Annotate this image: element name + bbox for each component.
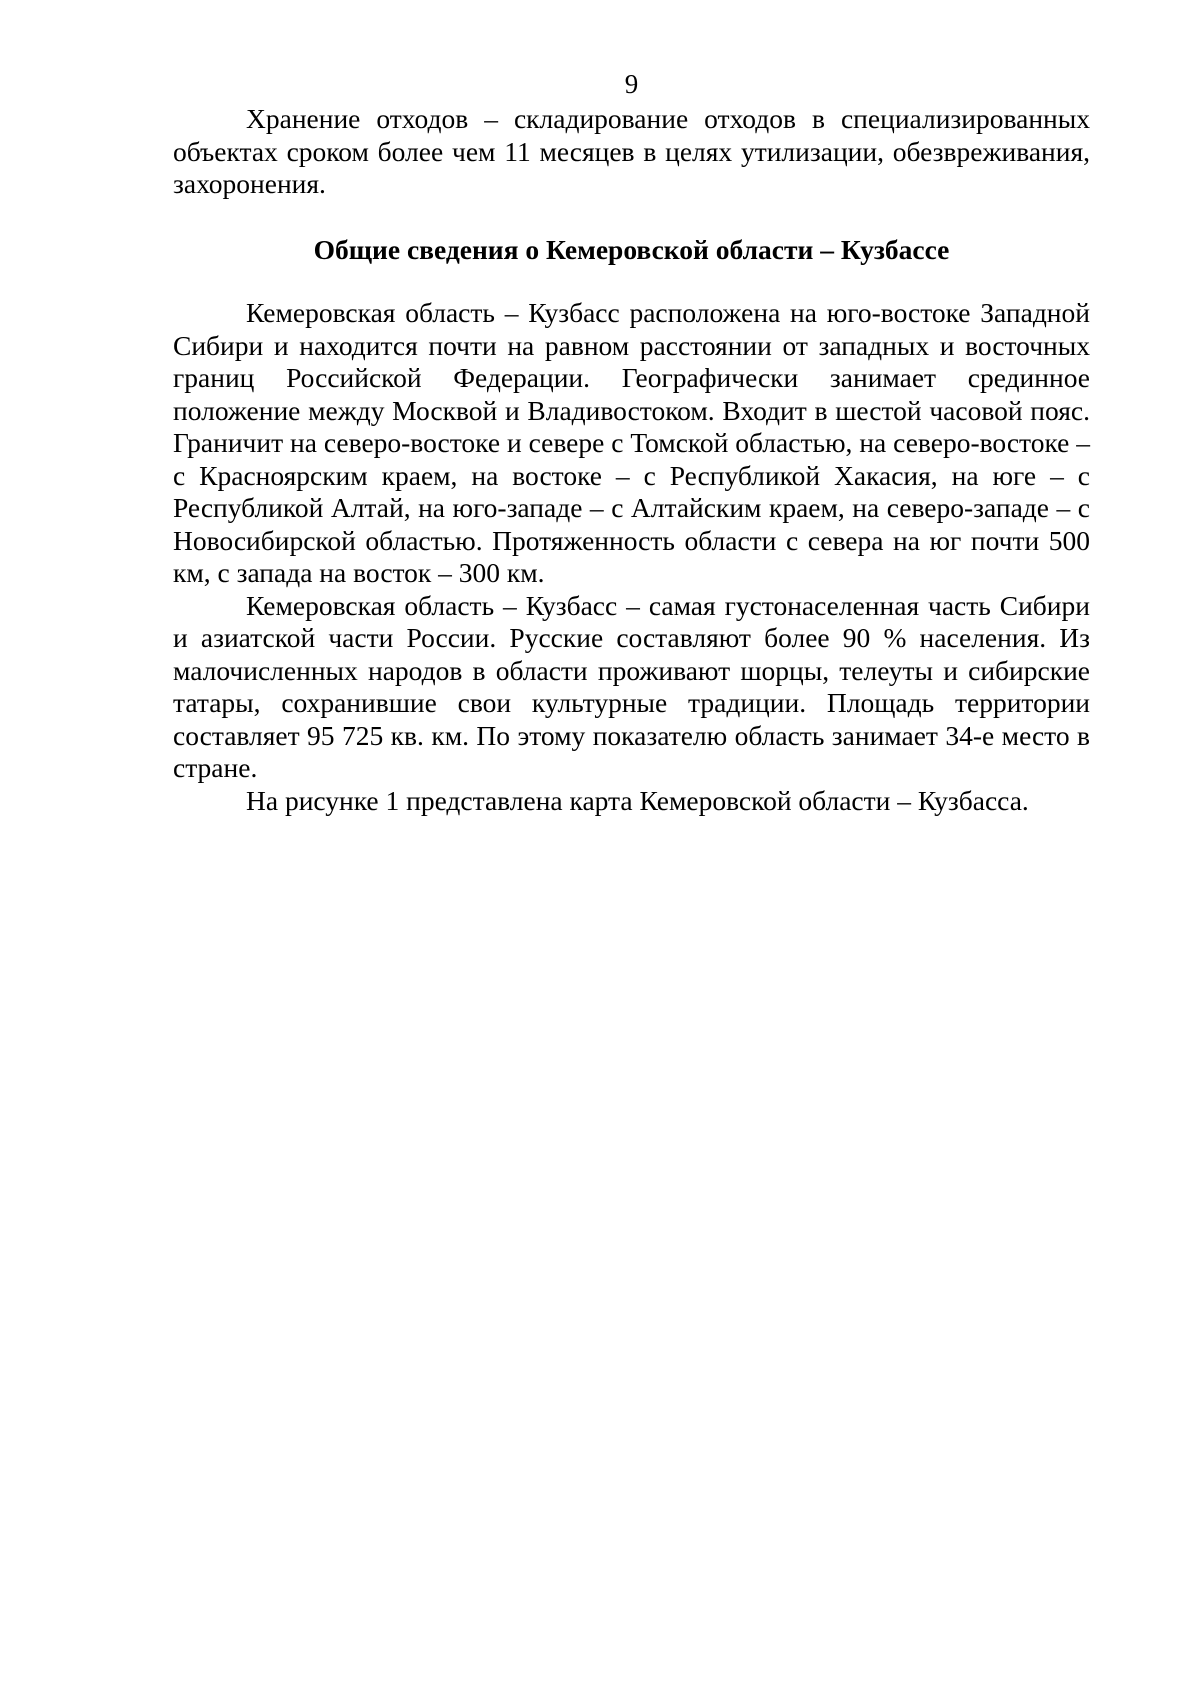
page-content — [173, 103, 1090, 817]
section-heading: Общие сведения о Кемеровской области – Кузбассе — [313, 233, 950, 265]
page-number: 9 — [624, 69, 639, 99]
intro-paragraph: Хранение отходов – складирование отходов в специализированных объектах сроком более чем 11 месяцев в целях утилизации, обезвреживания, захоронения. — [173, 103, 1090, 199]
body-paragraph-geography: Кемеровская область – Кузбасс расположена на юго-востоке Западной Сибири и находится почти на равном расстоянии от западных и восточных границ Российской Федерации. Географически занимает срединное положение между Москвой и Владивостоком. Входит в шестой часовой пояс. Граничит на северо-востоке и севере с Томской областью, на северо-востоке – с Красноярским краем, на востоке – с Республикой Хакасия, на юге – с Республикой Алтай, на юго-западе – с Алтайским краем, на северо-западе – с Новосибирской областью. Протяженность области с севера на юг почти 500 км, с запада на восток – 300 км. — [173, 297, 1090, 588]
body-paragraph-map-reference: На рисунке 1 представлена карта Кемеровской области – Кузбасса. — [246, 784, 1029, 816]
body-paragraph-population: Кемеровская область – Кузбасс – самая густонаселенная часть Сибири и азиатской части России. Русские составляют более 90 % населения. Из малочисленных народов в области проживают шорцы, телеуты и сибирские татары, сохранившие свои культурные традиции. Площадь территории составляет 95 725 кв. км. По этому показателю область занимает 34-е место в стране. — [173, 589, 1090, 783]
